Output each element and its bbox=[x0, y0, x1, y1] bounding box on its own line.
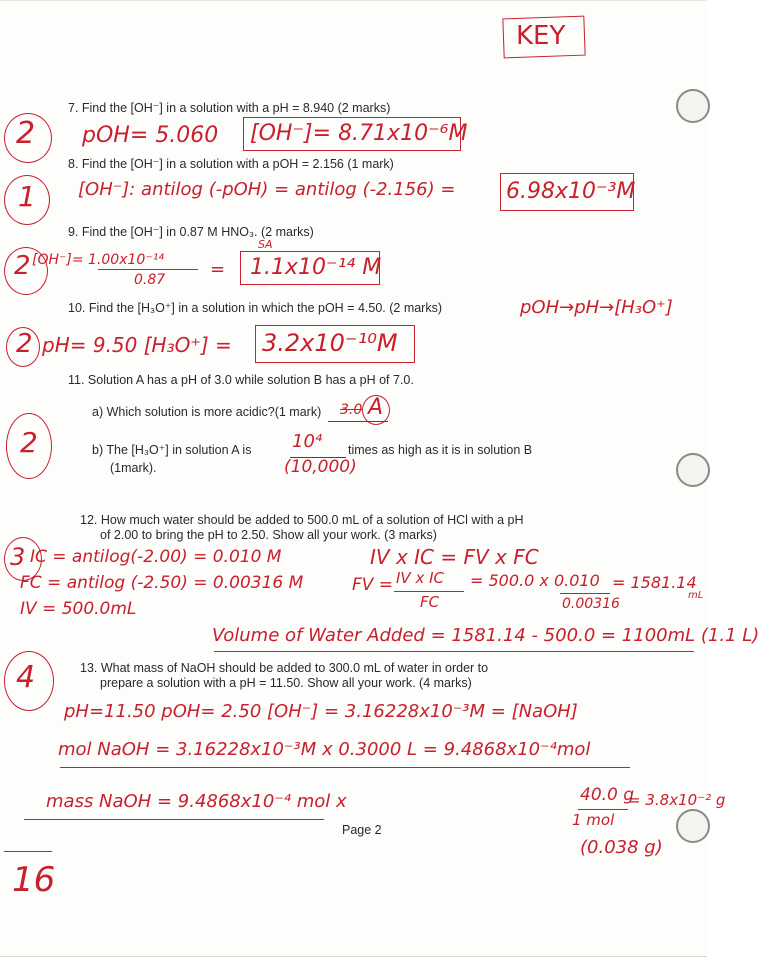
key-label: KEY bbox=[516, 21, 566, 51]
page-label: Page 2 bbox=[342, 823, 382, 837]
total-score: 16 bbox=[12, 860, 56, 900]
q13-line3: mass NaOH = 9.4868x10⁻⁴ mol x bbox=[46, 791, 347, 812]
q8-work: [OH⁻]: antilog (-pOH) = antilog (-2.156) = bbox=[78, 179, 456, 200]
q10-work: pH= 9.50 [H₃O⁺] = bbox=[42, 333, 232, 357]
q11-part-a-scratch: 3.0 bbox=[340, 402, 363, 418]
q13-line2: mol NaOH = 3.16228x10⁻³M x 0.3000 L = 9.4868x10⁻⁴mol bbox=[58, 739, 591, 760]
q10-score-circle bbox=[6, 327, 40, 367]
q7-work: pOH= 5.060 bbox=[82, 123, 219, 148]
q9-score: 2 bbox=[14, 251, 31, 281]
q11-part-b-line1: b) The [H₃O⁺] in solution A is bbox=[92, 443, 252, 457]
q13-molar-bar bbox=[578, 809, 628, 810]
q9-equals: = bbox=[210, 259, 226, 280]
punch-hole-bottom bbox=[676, 809, 710, 843]
q12-prompt-line2: of 2.00 to bring the pH to 2.50. Show all your work. (3 marks) bbox=[100, 528, 437, 542]
q12-line2: FC = antilog (-2.50) = 0.00316 M bbox=[20, 573, 304, 593]
q13-molar-den: 1 mol bbox=[572, 811, 615, 829]
q12-fv-bar bbox=[394, 591, 464, 592]
q9-prompt: 9. Find the [OH⁻] in 0.87 M HNO₃. (2 marks) bbox=[68, 225, 314, 239]
q12-prompt-line1: 12. How much water should be added to 500.0 mL of a solution of HCl with a pH bbox=[80, 513, 524, 527]
q13-line4: (0.038 g) bbox=[580, 837, 663, 858]
q11-score: 2 bbox=[20, 426, 38, 459]
q12-volume-added: Volume of Water Added = 1581.14 - 500.0 = 1100mL (1.1 L) bbox=[212, 625, 759, 646]
q12-line3: IV = 500.0mL bbox=[20, 599, 137, 619]
q12-fv-right-bar bbox=[560, 593, 610, 594]
q9-work-denominator: 0.87 bbox=[134, 272, 166, 288]
q8-answer: 6.98x10⁻³M bbox=[506, 179, 636, 204]
q13-score: 4 bbox=[16, 660, 36, 695]
q12-fv-result: = 1581.14 bbox=[612, 573, 697, 592]
q12-score: 3 bbox=[10, 543, 26, 571]
q9-work-numerator: [OH⁻]= 1.00x10⁻¹⁴ bbox=[32, 252, 164, 268]
punch-hole-top bbox=[676, 89, 710, 123]
total-score-underline bbox=[4, 851, 52, 852]
q12-volume-underline bbox=[214, 651, 694, 652]
q12-formula: IV x IC = FV x FC bbox=[370, 545, 539, 569]
q11-part-b-answer-alt: (10,000) bbox=[284, 457, 357, 477]
q9-sf-note: SA bbox=[258, 238, 273, 251]
q12-fv-num: IV x IC bbox=[396, 569, 444, 587]
q10-prompt: 10. Find the [H₃O⁺] in a solution in which the pOH = 4.50. (2 marks) bbox=[68, 301, 443, 315]
q13-prompt-line1: 13. What mass of NaOH should be added to 300.0 mL of water in order to bbox=[80, 661, 489, 675]
q13-prompt-line2: prepare a solution with a pH = 11.50. Show all your work. (4 marks) bbox=[100, 676, 472, 690]
q11-part-b-line2: times as high as it is in solution B bbox=[348, 443, 533, 457]
q7-prompt: 7. Find the [OH⁻] in a solution with a pH = 8.940 (2 marks) bbox=[68, 101, 391, 115]
q9-answer: 1.1x10⁻¹⁴ M bbox=[250, 255, 382, 280]
punch-hole-middle bbox=[676, 453, 710, 487]
q13-line1: pH=11.50 pOH= 2.50 [OH⁻] = 3.16228x10⁻³M = [NaOH] bbox=[64, 701, 578, 722]
q8-prompt: 8. Find the [OH⁻] in a solution with a pOH = 2.156 (1 mark) bbox=[68, 157, 394, 171]
q12-fv-left: FV = bbox=[352, 575, 394, 595]
q12-fv-right-num: = 500.0 x 0.010 bbox=[470, 571, 600, 590]
q9-fraction-bar bbox=[98, 269, 198, 270]
q10-score: 2 bbox=[16, 329, 33, 359]
q12-fv-right-den: 0.00316 bbox=[562, 596, 620, 612]
q11-part-a-answer: A bbox=[368, 395, 384, 420]
q7-answer: [OH⁻]= 8.71x10⁻⁶M bbox=[250, 121, 468, 146]
q13-line3-result: = 3.8x10⁻² g bbox=[628, 791, 726, 809]
q10-answer: 3.2x10⁻¹⁰M bbox=[262, 329, 398, 357]
q10-side-note: pOH→pH→[H₃O⁺] bbox=[520, 297, 673, 318]
q12-fv-unit: mL bbox=[688, 590, 704, 601]
q12-fv-den: FC bbox=[420, 593, 440, 611]
q13-line2-underline bbox=[60, 767, 630, 768]
q7-score: 2 bbox=[16, 116, 36, 151]
q13-line3-underline bbox=[24, 819, 324, 820]
q11-part-a: a) Which solution is more acidic?(1 mark) bbox=[92, 405, 322, 419]
q11-part-b-line3: (1mark). bbox=[110, 461, 157, 475]
q13-molar-num: 40.0 g bbox=[580, 785, 635, 805]
q11-part-b-answer: 10⁴ bbox=[292, 431, 323, 452]
q8-score: 1 bbox=[18, 180, 36, 213]
q11-prompt: 11. Solution A has a pH of 3.0 while solution B has a pH of 7.0. bbox=[68, 373, 414, 387]
q12-line1: IC = antilog(-2.00) = 0.010 M bbox=[30, 547, 282, 567]
